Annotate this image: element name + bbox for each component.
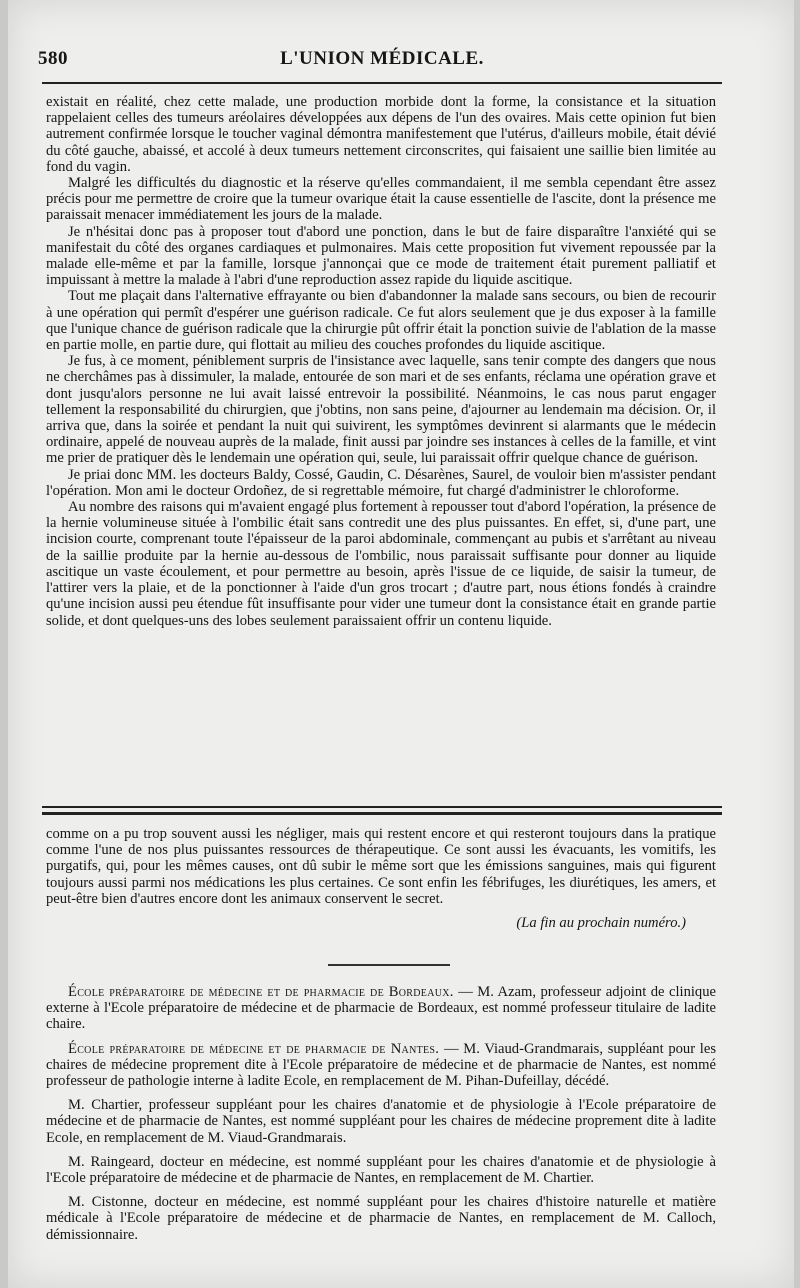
journal-title: L'UNION MÉDICALE.	[280, 48, 484, 69]
feuilleton-rule-top	[42, 806, 722, 808]
section-divider	[328, 964, 450, 966]
article-paragraph: Malgré les difficultés du diagnostic et la réserve qu'elles commandaient, il me sembla cependant être assez précis pour me permettre de croire que la tumeur ovarique était la cause essentielle de l'ascite, dont la présence me paraissait menacer immédiatement les jours de la malade.	[46, 175, 716, 224]
article-paragraph: Je n'hésitai donc pas à proposer tout d'abord une ponction, dans le but de faire disparaître l'anxiété qui se manifestait du côté des organes cardiaques et pulmonaires. Mais cette proposition fut vivement repoussée par la malade elle-même et par la famille, lorsque j'annonçai que ce mode de traitement était purement palliatif et impuissant à mettre la malade à l'abri d'une reproduction assez rapide du liquide ascitique.	[46, 223, 716, 289]
news-body: M. Chartier, professeur suppléant pour les chaires d'anatomie et de physiologie à l'Ecole préparatoire de médecine et de pharmacie de Nantes, est nommé suppléant pour les chaires de médecine proprement dite à ladite Ecole, en remplacement de M. Viaud-Grandmarais.	[46, 1097, 716, 1146]
news-item	[46, 1194, 716, 1243]
news-item	[46, 984, 716, 1033]
page-number: 580	[38, 48, 68, 69]
article-paragraph: existait en réalité, chez cette malade, une production morbide dont la forme, la consistance et la situation rappelaient celles des tumeurs aréolaires développées aux dépens de l'un des ovaires. Mais cette opinion fut bien autrement confirmée lorsque le toucher vaginal démontra manifestement que l'utérus, d'ailleurs mobile, était dévié du côté gauche, abaissé, et accolé à deux tumeurs nettement circonscrites, qui faisaient une saillie bien limitée au fond du vagin.	[46, 94, 716, 175]
page-header	[38, 44, 726, 74]
main-article	[46, 94, 716, 629]
article-paragraph: Tout me plaçait dans l'alternative effrayante ou bien d'abandonner la malade sans secours, ou bien de recourir à une opération qui permît d'espérer une guérison radicale. Ce fut alors seulement que je dus exposer à la famille que l'unique chance de guérison radicale que la chirurgie pût offrir était la ponction suivie de l'ablation de la masse en partie molle, en partie dure, qui flottait au milieu des couches profondes du liquide ascitique.	[46, 288, 716, 354]
news-body: — M. Azam, professeur adjoint de clinique externe à l'Ecole préparatoire de médecine et de pharmacie de Bordeaux, est nommé professeur titulaire de ladite chaire.	[46, 984, 716, 1033]
news-heading: École préparatoire de médecine et de pharmacie de Nantes.	[68, 1040, 440, 1057]
news-body: M. Cistonne, docteur en médecine, est nommé suppléant pour les chaires d'histoire naturelle et matière médicale à l'Ecole préparatoire de médecine et de pharmacie de Nantes, en remplacement de M. Calloch, démissionnaire.	[46, 1194, 716, 1243]
news-item	[46, 1154, 716, 1186]
feuilleton-text: comme on a pu trop souvent aussi les négliger, mais qui restent encore et qui resteront toujours dans la pratique comme l'une de nos plus puissantes ressources de thérapeutique. Ce sont aussi les évacuants, les vomitifs, les purgatifs, qui, pour les mêmes causes, ont dû subir le même sort que les émissions sanguines, mais qui figurent toujours aussi parmi nos médications les plus certaines. Ce sont enfin les fébrifuges, les diurétiques, les amers, et peut-être bien d'autres encore dont les animaux conservent le secret.	[46, 826, 716, 907]
news-item	[46, 1097, 716, 1146]
news-body: M. Raingeard, docteur en médecine, est nommé suppléant pour les chaires d'anatomie et de physiologie à l'Ecole préparatoire de médecine et de pharmacie de Nantes, en remplacement de M. Chartier.	[46, 1153, 716, 1187]
continuation-note: (La fin au prochain numéro.)	[516, 915, 686, 932]
news-heading: École préparatoire de médecine et de pharmacie de Bordeaux.	[68, 984, 454, 1000]
journal-page	[8, 0, 794, 1288]
header-rule	[42, 82, 722, 84]
article-paragraph: Je fus, à ce moment, péniblement surpris de l'insistance avec laquelle, sans tenir compte des dangers que nous ne cherchâmes pas à dissimuler, la malade, entourée de son mari et de ses enfants, réclama une opération grave et dont jusqu'alors personne ne lui avait laissé entrevoir la possibilité. Néanmoins, le cas nous parut engager tellement la responsabilité du chirurgien, que j'obtins, non sans peine, d'ajourner au lendemain ma décision. Or, il arriva que, dans la soirée et pendant la nuit qui suivirent, les symptômes devinrent si alarmants que le médecin ordinaire, appelé de nouveau auprès de la malade, finit aussi par joindre ses instances à celles de la famille, et vint me prier de pratiquer dès le lendemain une opération qui, seule, lui paraissait offrir quelque chance de guérison.	[46, 353, 716, 467]
news-body: — M. Viaud-Grandmarais, suppléant pour les chaires de médecine proprement dite à l'Ecole préparatoire de médecine et de pharmacie de Nantes, est nommé professeur de pathologie interne à ladite Ecole, en remplacement de M. Pihan-Dufeillay, décédé.	[46, 1040, 717, 1090]
news-section	[46, 984, 716, 1243]
news-item	[46, 1041, 716, 1090]
article-paragraph: Au nombre des raisons qui m'avaient engagé plus fortement à repousser tout d'abord l'opération, la présence de la hernie volumineuse située à l'ombilic était sans contredit une des plus puissantes. En effet, si, d'une part, une incision courte, comprenant toute l'épaisseur de la paroi abdominale, commençant au pubis et s'arrêtant au niveau de la saillie produite par la hernie au-dessous de l'ombilic, nous paraissait suffisante pour donner au liquide ascitique un vaste écoulement, et pour permettre au besoin, après l'issue de ce liquide, de saisir la tumeur, de l'attirer vers la plaie, et de la ponctionner à l'aide d'un gros trocart ; d'autre part, nous étions fondés à craindre qu'une incision aussi peu étendue fût insuffisante pour vider une tumeur dont la consistance était en grande partie solide, et dont quelques-uns des lobes seulement paraissaient offrir un contenu liquide.	[46, 499, 716, 629]
feuilleton	[46, 826, 716, 931]
article-paragraph: Je priai donc MM. les docteurs Baldy, Cossé, Gaudin, C. Désarènes, Saurel, de vouloir bien m'assister pendant l'opération. Mon ami le docteur Ordoñez, de si regrettable mémoire, fut chargé d'administrer le chloroforme.	[46, 466, 716, 499]
feuilleton-rule-bottom	[42, 812, 722, 815]
